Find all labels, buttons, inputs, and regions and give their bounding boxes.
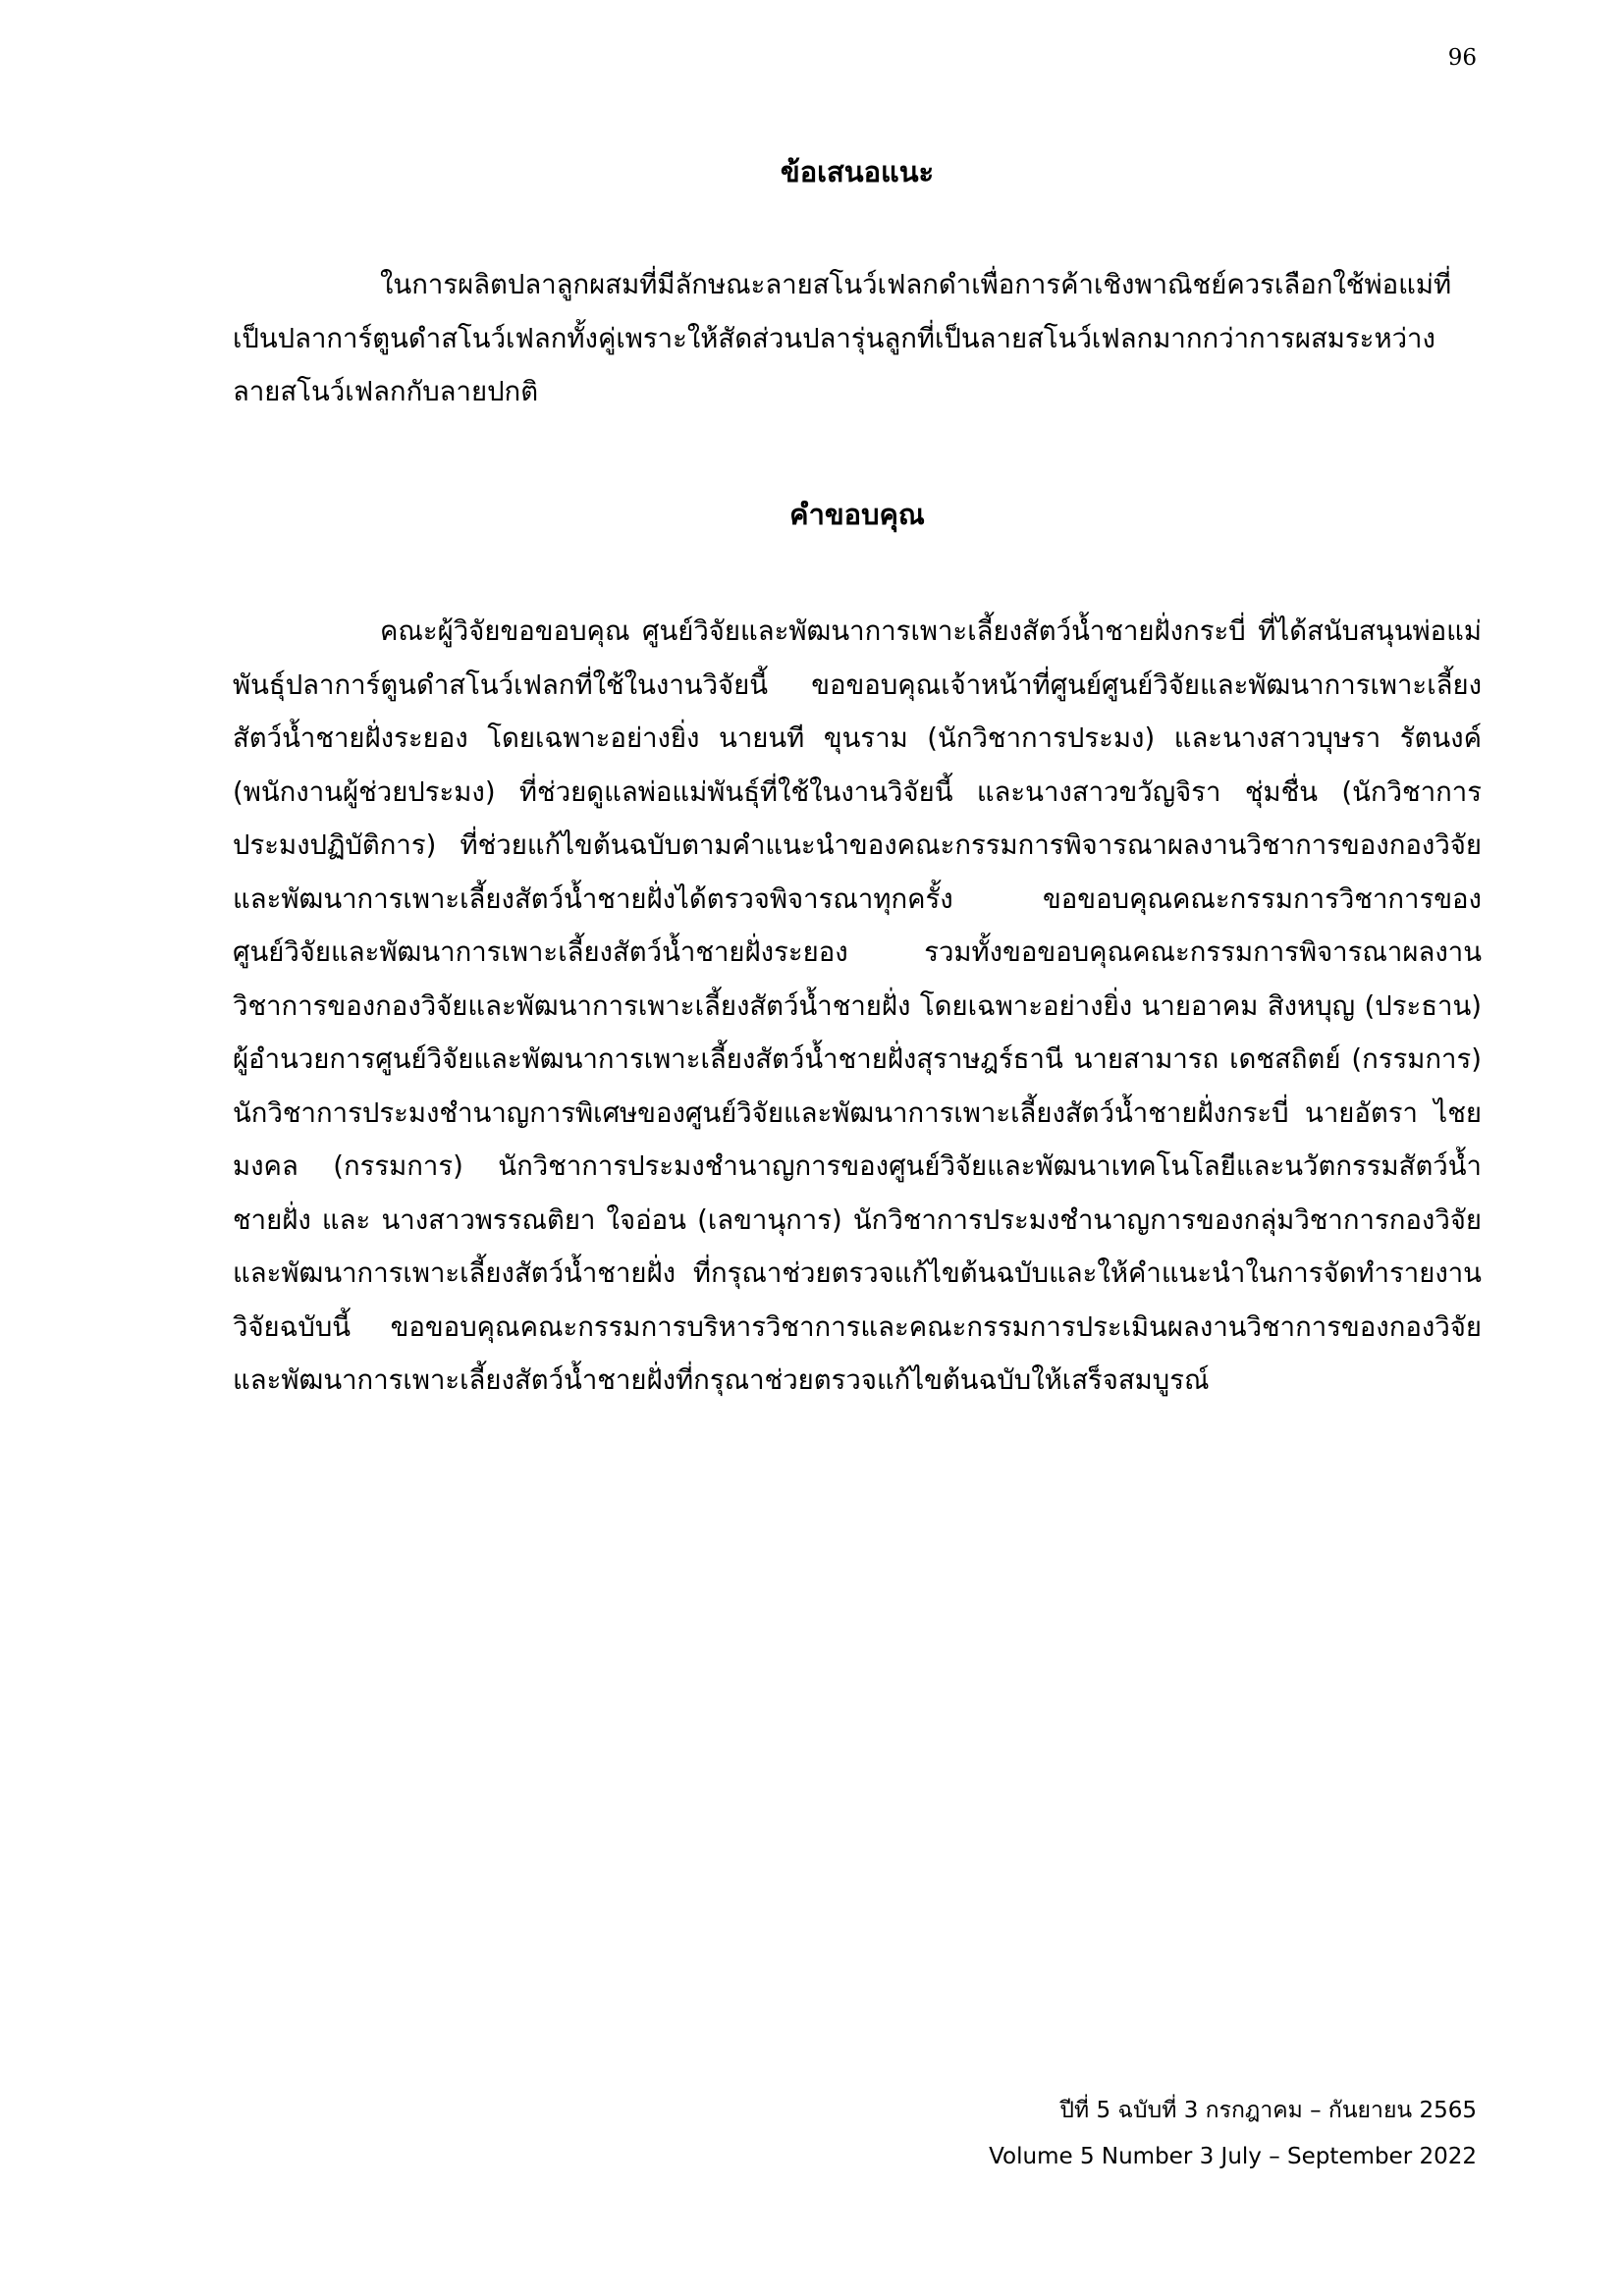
recommendation-heading: ข้อเสนอแนะ — [780, 155, 935, 188]
acknowledgement-paragraph: คณะผู้วิจัยขอขอบคุณ ศูนย์วิจัยและพัฒนาการเพาะเลี้ยงสัตว์น้ำชายฝั่งกระบี่ ที่ได้สนับสนุนพ่อแม่พันธุ์ปลาการ์ตูนดำสโนว์เฟลกที่ใช้ในงานวิจัยนี้ ขอขอบคุณเจ้าหน้าที่ศูนย์ศูนย์วิจัยและพัฒนาการเพาะเลี้ยงสัตว์น้ำชายฝั่งระยอง โดยเฉพาะอย่างยิ่ง นายนที ขุนราม (นักวิชาการประมง) และนางสาวบุษรา รัตนงค์ (พนักงานผู้ช่วยประมง) ที่ช่วยดูแลพ่อแม่พันธุ์ที่ใช้ในงานวิจัยนี้ และนางสาวขวัญจิรา ชุ่มชื่น (นักวิชาการประมงปฏิบัติการ) ที่ช่วยแก้ไขต้นฉบับตามคำแนะนำของคณะกรรมการพิจารณาผลงานวิชาการของกองวิจัยและพัฒนาการเพาะเลี้ยงสัตว์น้ำชายฝั่งได้ตรวจพิจารณาทุกครั้ง ขอขอบคุณคณะกรรมการวิชาการของศูนย์วิจัยและพัฒนาการเพาะเลี้ยงสัตว์น้ำชายฝั่งระยอง รวมทั้งขอขอบคุณคณะกรรมการพิจารณาผลงานวิชาการของกองวิจัยและพัฒนาการเพาะเลี้ยงสัตว์น้ำชายฝั่ง โดยเฉพาะอย่างยิ่ง นายอาคม สิงหบุญ (ประธาน) ผู้อำนวยการศูนย์วิจัยและพัฒนาการเพาะเลี้ยงสัตว์น้ำชายฝั่งสุราษฎร์ธานี นายสามารถ เดชสถิตย์ (กรรมการ) นักวิชาการประมงชำนาญการพิเศษของศูนย์วิจัยและพัฒนาการเพาะเลี้ยงสัตว์น้ำชายฝั่งกระบี่ นายอัตรา ไชยมงคล (กรรมการ) นักวิชาการประมงชำนาญการของศูนย์วิจัยและพัฒนาเทคโนโลยีและนวัตกรรมสัตว์น้ำชายฝั่ง และ นางสาวพรรณติยา ใจอ่อน (เลขานุการ) นักวิชาการประมงชำนาญการของกลุ่มวิชาการกองวิจัยและพัฒนาการเพาะเลี้ยงสัตว์น้ำชายฝั่ง ที่กรุณาช่วยตรวจแก้ไขต้นฉบับและให้คำแนะนำในการจัดทำรายงานวิจัยฉบับนี้ ขอขอบคุณคณะกรรมการบริหารวิชาการและคณะกรรมการประเมินผลงานวิชาการของกองวิจัยและพัฒนาการเพาะเลี้ยงสัตว์น้ำชายฝั่งที่กรุณาช่วยตรวจแก้ไขต้นฉบับให้เสร็จสมบูรณ์ — [233, 615, 1482, 1396]
recommendation-section — [233, 152, 1482, 419]
acknowledgement-section — [233, 495, 1482, 1408]
recommendation-paragraph: ในการผลิตปลาลูกผสมที่มีลักษณะลายสโนว์เฟลกดำเพื่อการค้าเชิงพาณิชย์ควรเลือกใช้พ่อแม่ที่เป็นปลาการ์ตูนดำสโนว์เฟลกทั้งคู่เพราะให้สัดส่วนปลารุ่นลูกที่เป็นลายสโนว์เฟลกมากกว่าการผสมระหว่างลายสโนว์เฟลกกับลายปกติ — [233, 269, 1452, 407]
footer-issue-english: Volume 5 Number 3 July – September 2022 — [989, 2144, 1477, 2169]
page-number: 96 — [1447, 45, 1477, 71]
footer-issue-thai: ปีที่ 5 ฉบับที่ 3 กรกฎาคม – กันยายน 2565 — [1059, 2098, 1477, 2123]
acknowledgement-heading: คำขอบคุณ — [789, 498, 925, 531]
